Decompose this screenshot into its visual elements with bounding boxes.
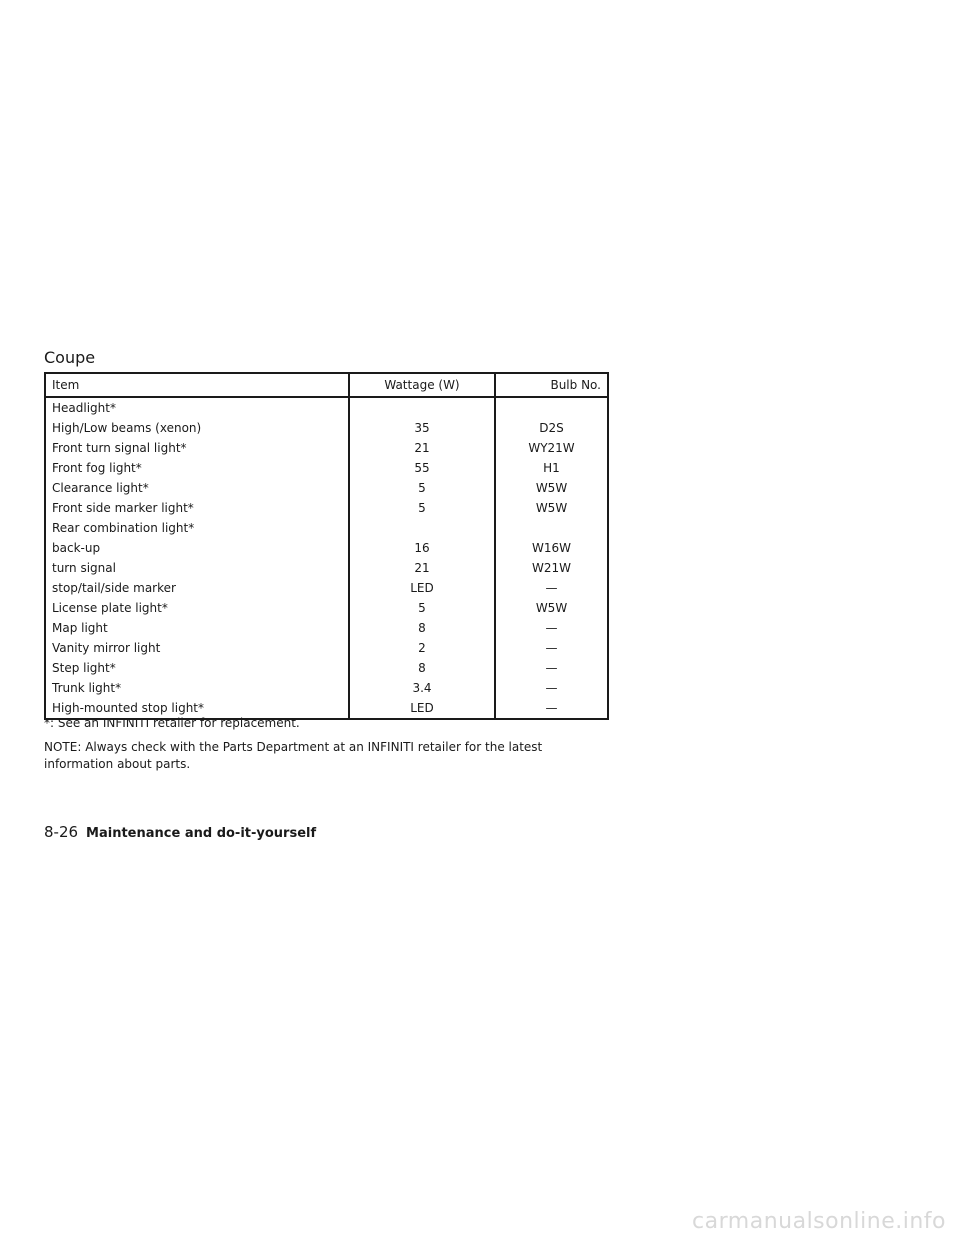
page-number: 8-26 (44, 823, 79, 841)
cell-wattage: 21 (349, 558, 495, 578)
cell-wattage: 5 (349, 478, 495, 498)
cell-item: Step light* (52, 661, 116, 675)
cell-item: Front fog light* (52, 461, 142, 475)
cell-bulb-no: D2S (495, 418, 608, 438)
table-row (45, 518, 608, 538)
cell-wattage (349, 518, 495, 538)
cell-item: Trunk light* (52, 681, 122, 695)
table-row (45, 678, 608, 698)
cell-bulb-no: W16W (495, 538, 608, 558)
cell-item: stop/tail/side marker (52, 581, 176, 595)
watermark: carmanualsonline.info (692, 1209, 946, 1234)
footer-section-title: Maintenance and do-it-yourself (86, 826, 317, 841)
bulb-spec-table (44, 372, 609, 720)
page-footer (44, 823, 316, 841)
cell-bulb-no: W5W (495, 598, 608, 618)
cell-bulb-no: H1 (495, 458, 608, 478)
table-row (45, 538, 608, 558)
footnote: *: See an INFINITI retailer for replacement. (44, 716, 300, 730)
table-row (45, 418, 608, 438)
table-row (45, 397, 608, 418)
cell-bulb-no: — (495, 698, 608, 719)
cell-bulb-no: — (495, 678, 608, 698)
cell-wattage: 16 (349, 538, 495, 558)
cell-item: License plate light* (52, 601, 168, 615)
table-row (45, 498, 608, 518)
table-row (45, 558, 608, 578)
cell-item: Vanity mirror light (52, 641, 161, 655)
cell-wattage (349, 397, 495, 418)
cell-bulb-no: W5W (495, 498, 608, 518)
cell-item: turn signal (52, 561, 116, 575)
table-row (45, 618, 608, 638)
cell-wattage: 2 (349, 638, 495, 658)
cell-wattage: 5 (349, 498, 495, 518)
cell-wattage: LED (349, 578, 495, 598)
section-title: Coupe (44, 348, 96, 367)
cell-wattage: 55 (349, 458, 495, 478)
cell-wattage: LED (349, 698, 495, 719)
cell-item: Clearance light* (52, 481, 149, 495)
cell-bulb-no: — (495, 578, 608, 598)
table-row (45, 578, 608, 598)
cell-bulb-no: W21W (495, 558, 608, 578)
cell-item: Front turn signal light* (52, 441, 187, 455)
cell-bulb-no: — (495, 658, 608, 678)
cell-item: back-up (52, 541, 101, 555)
table-row (45, 638, 608, 658)
cell-item: High-mounted stop light* (52, 701, 204, 715)
table-row (45, 458, 608, 478)
cell-item: High/Low beams (xenon) (52, 421, 202, 435)
table-row (45, 478, 608, 498)
cell-bulb-no (495, 397, 608, 418)
cell-item: Map light (52, 621, 108, 635)
header-wattage: Wattage (W) (349, 373, 495, 397)
cell-wattage: 5 (349, 598, 495, 618)
cell-wattage: 8 (349, 618, 495, 638)
note: NOTE: Always check with the Parts Department at an INFINITI retailer for the latest information about parts. (44, 740, 543, 771)
header-bulb-no: Bulb No. (495, 373, 608, 397)
cell-bulb-no: WY21W (495, 438, 608, 458)
cell-bulb-no: — (495, 618, 608, 638)
cell-bulb-no: — (495, 638, 608, 658)
cell-wattage: 8 (349, 658, 495, 678)
cell-wattage: 21 (349, 438, 495, 458)
cell-item: Headlight* (52, 401, 116, 415)
cell-bulb-no: W5W (495, 478, 608, 498)
header-item: Item (45, 373, 349, 397)
table-row (45, 658, 608, 678)
table-row (45, 438, 608, 458)
cell-bulb-no (495, 518, 608, 538)
cell-wattage: 3.4 (349, 678, 495, 698)
cell-wattage: 35 (349, 418, 495, 438)
cell-item: Front side marker light* (52, 501, 194, 515)
table-header-row (45, 373, 608, 397)
table-row (45, 598, 608, 618)
table-body (45, 397, 608, 719)
cell-item: Rear combination light* (52, 521, 195, 535)
